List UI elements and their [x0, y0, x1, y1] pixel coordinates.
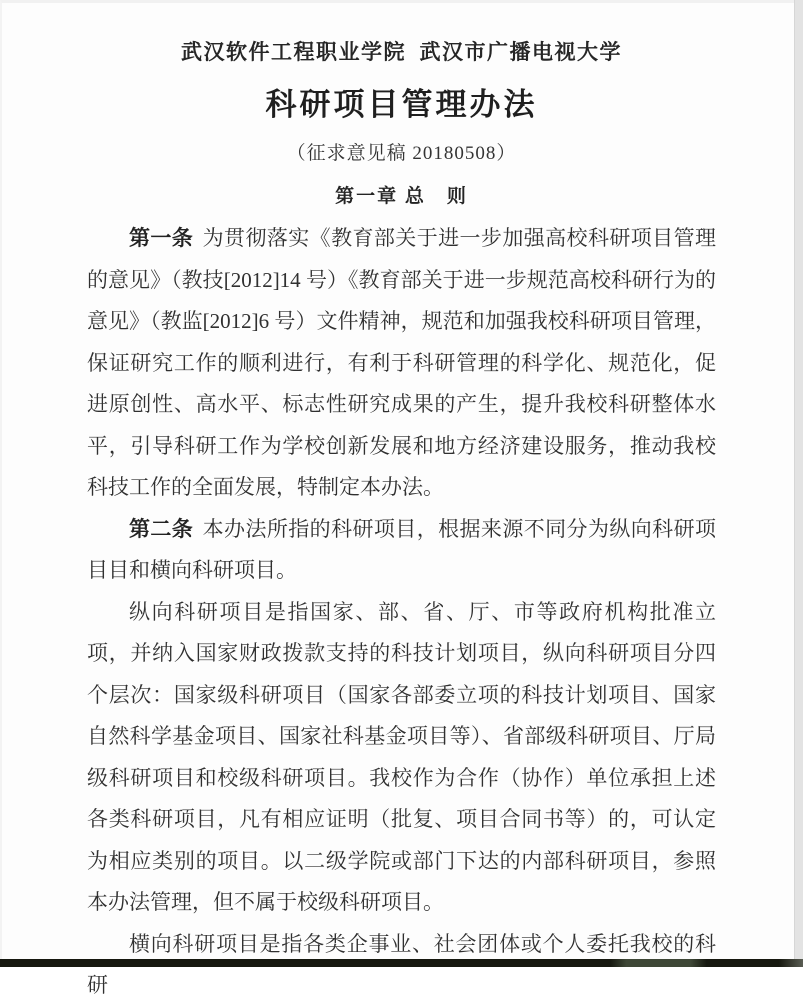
document-title: 科研项目管理办法 [265, 87, 538, 122]
draft-note: （征求意见稿 20180508） [286, 143, 517, 164]
article-2-label: 第二条 [129, 516, 194, 541]
paragraph-article-1 [87, 218, 716, 509]
horizontal-projects-text: 横向科研项目是指各类企事业、社会团体或个人委托我校的科研 [87, 931, 716, 997]
vertical-projects-text: 纵向科研项目是指国家、部、省、厅、市等政府机构批准立项，并纳入国家财政拨款支持的科技计划项目，纵向科研项目分四个层次：国家级科研项目（国家各部委立项的科技计划项目、国家自然科学基金项目、国家社科基金项目等）、省部级科研项目、厅局级科研项目和校级科研项目。我校作为合作（协作）单位承担上述各类科研项目，凡有相应证明（批复、项目合同书等）的，可认定为相应类别的项目。以二级学院或部门下达的内部科研项目，参照本办法管理，但不属于校级科研项目。 [87, 599, 716, 914]
article-1-text: 为贯彻落实《教育部关于进一步加强高校科研项目管理的意见》（教技[2012]14 号）《教育部关于进一步规范高校科研行为的意见》（教监[2012]6 号）文件精神，规范和加强我校科研项目管理，保证研究工作的顺利进行，有利于科研管理的科学化、规范化，促进原创性、高水平、标志性研究成果的产生，提升我校科研整体水平，引导科研工作为学校创新发展和地方经济建设服务，推动我校科技工作的全面发展，特制定本办法。 [87, 226, 716, 499]
article-1-label: 第一条 [129, 226, 194, 250]
article-2-text: 本办法所指的科研项目，根据来源不同分为纵向科研项目目和横向科研项目。 [87, 516, 716, 582]
institutions-line: 武汉软件工程职业学院 武汉市广播电视大学 [181, 40, 622, 64]
scanner-right-edge [794, 0, 803, 967]
bottom-edge-bar [0, 959, 803, 967]
paragraph-vertical-projects [87, 592, 716, 924]
body-text [87, 218, 716, 1007]
paragraph-article-2 [87, 509, 716, 592]
chapter-heading: 第一章 总 则 [335, 186, 468, 207]
document-content [2, 3, 794, 1007]
